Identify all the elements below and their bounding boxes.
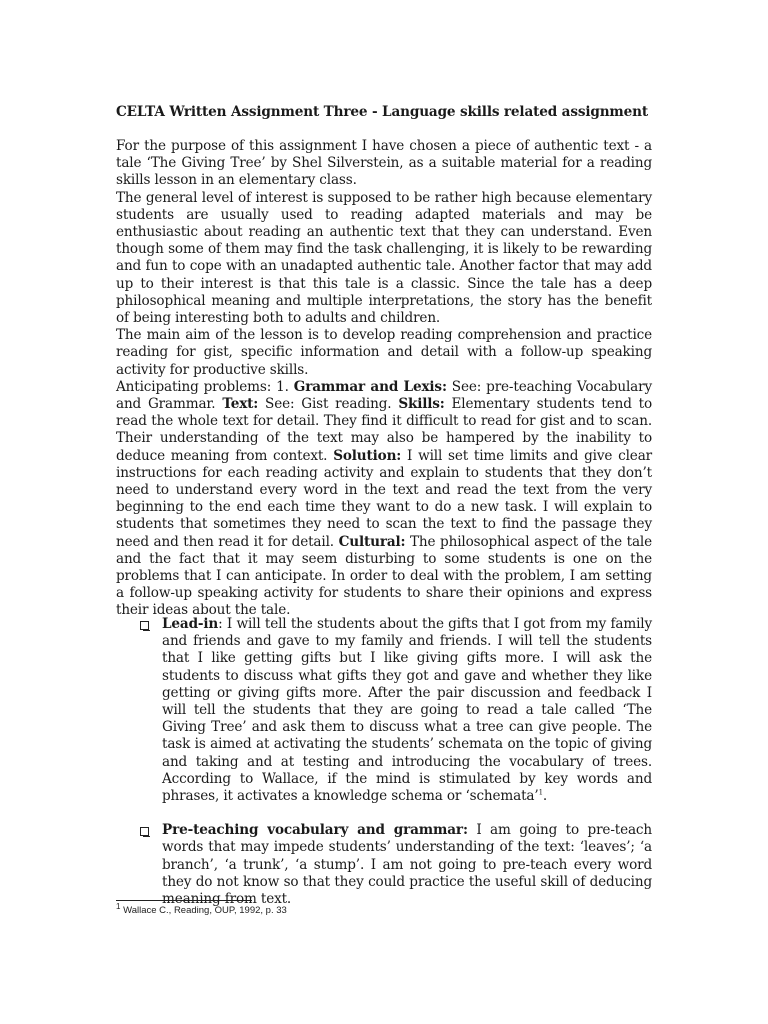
problems-text-1: Anticipating problems: 1.: [116, 378, 294, 395]
checkbox-bullet-icon: [140, 621, 149, 630]
problems-text-6: The philosophical aspect of the tale and the fact that it may seem disturbing to some students is one on the problems that I can anticipate. In order to deal with the problem, I am setting a follow-up speaking activity for students to share their opinions and express their ideas about the tale.: [116, 533, 652, 619]
problems-text-heading: Text:: [222, 396, 259, 413]
footnote-ref: 1: [538, 788, 543, 797]
problems-text-2: See: pre-teaching Vocabulary and Grammar.: [116, 378, 652, 413]
problems-text-4: Elementary students tend to read the whole text for detail. They find it difficult to read for gist and to scan. Their understanding of the text may also be hampered by the inability to deduce meaning from context.: [116, 396, 652, 464]
paragraph-interest: The general level of interest is supposed to be rather high because elementary students are usually used to reading adapted materials and may be enthusiastic about reading an authentic text that they can understand. Even though some of them may find the task challenging, it is likely to be rewarding and fun to cope with an unadapted authentic tale. Another factor that may add up to their interest is that this tale is a classic. Since the tale has a deep philosophical meaning and multiple interpretations, the story has the benefit of being interesting both to adults and children.: [116, 189, 652, 327]
problems-cultural-heading: Cultural:: [338, 533, 406, 550]
problems-grammar-heading: Grammar and Lexis:: [293, 378, 447, 395]
problems-solution-heading: Solution:: [333, 447, 402, 464]
pre-teaching-text: I am going to pre-teach words that may impede students’ understanding of the text: ‘leaves’; ‘a branch’, ‘a trunk’, ‘a stump’. I am not going to pre-teach every word they do not know so that they could practice the useful skill of deducing meaning from text.: [162, 822, 652, 908]
document-body: [116, 138, 652, 620]
footnote-number: 1: [116, 901, 121, 911]
problems-text-3: See: Gist reading.: [258, 396, 399, 413]
pre-teaching-heading: Pre-teaching vocabulary and grammar:: [162, 822, 468, 839]
lead-in-end: .: [542, 788, 548, 805]
problems-skills-heading: Skills:: [398, 396, 445, 413]
footnote: [116, 901, 516, 917]
checkbox-bullet-icon: [140, 827, 149, 836]
paragraph-problems: [116, 379, 652, 620]
lead-in-text: : I will tell the students about the gifts that I got from my family and friends and gave to my family and friends. I will tell the students that I like getting gifts but I like giving gifts more. I will ask the students to discuss what gifts they got and gave and whether they like getting or giving gifts more. After the pair discussion and feedback I will tell the students that they are going to read a tale called ‘The Giving Tree’ and ask them to discuss what a tree can give people. The task is aimed at activating the students’ schemata on the topic of giving and taking and at testing and introducing the vocabulary of trees. According to Wallace, if the mind is stimulated by key words and phrases, it activates a knowledge schema or ‘schemata’: [162, 616, 652, 805]
footnote-text: Wallace C., Reading, OUP, 1992, p. 33: [120, 905, 287, 916]
problems-text-5: I will set time limits and give clear instructions for each reading activity and explain to students that they don’t need to understand every word in the text and read the text from the very beginning to the end each time they want to do a new task. I will explain to students that sometimes they need to scan the text to find the passage they need and then read it for detail.: [116, 447, 652, 550]
paragraph-aim: The main aim of the lesson is to develop reading comprehension and practice reading for gist, specific information and detail with a follow-up speaking activity for productive skills.: [116, 327, 652, 378]
paragraph-intro: For the purpose of this assignment I have chosen a piece of authentic text - a tale ‘The Giving Tree’ by Shel Silverstein, as a suitable material for a reading skills lesson in an elementary class.: [116, 138, 652, 189]
footnote-divider: [116, 900, 252, 901]
list-item: [116, 822, 652, 908]
list-item: [116, 616, 652, 805]
document-title: CELTA Written Assignment Three - Language skills related assignment: [116, 104, 649, 120]
stage-list: [116, 616, 652, 925]
lead-in-heading: Lead-in: [162, 616, 219, 632]
